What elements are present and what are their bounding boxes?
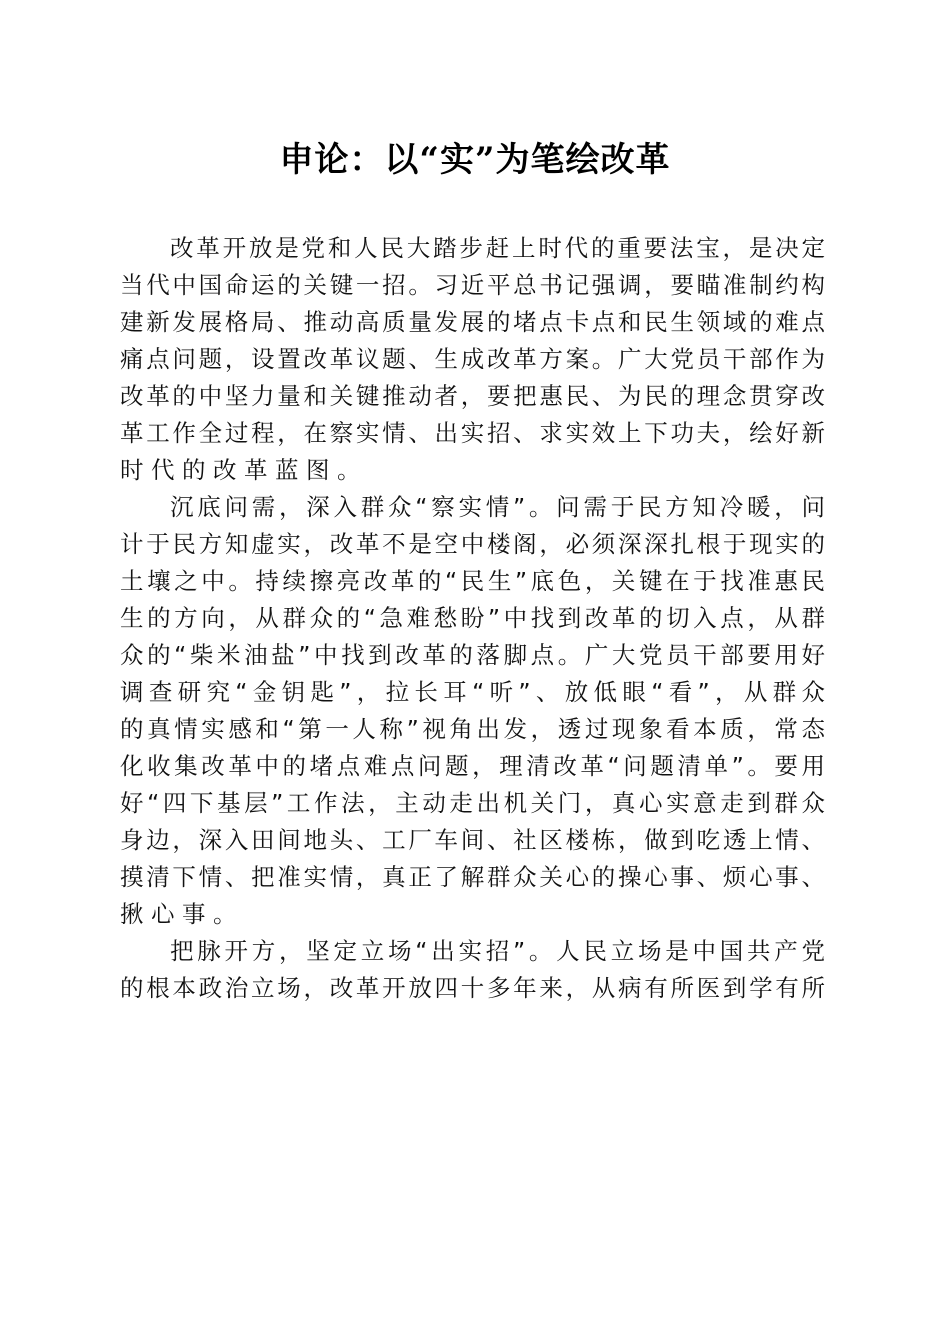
text-line: 化收集改革中的堵点难点问题，理清改革“问题清单”。要用 [120, 752, 825, 780]
text-line: 生的方向，从群众的“急难愁盼”中找到改革的切入点，从群 [120, 604, 825, 632]
text-line: 众的“柴米油盐”中找到改革的落脚点。广大党员干部要用好 [120, 641, 825, 669]
text-line: 改革开放是党和人民大踏步赶上时代的重要法宝，是决定 [170, 234, 825, 262]
text-line: 土壤之中。持续擦亮改革的“民生”底色，关键在于找准惠民 [120, 567, 825, 595]
paragraph-2 [120, 489, 825, 933]
text-line: 好“四下基层”工作法，主动走出机关门，真心实意走到群众 [120, 789, 825, 817]
text-line: 身边，深入田间地头、工厂车间、社区楼栋，做到吃透上情、 [120, 826, 825, 854]
text-line: 计于民方知虚实，改革不是空中楼阁，必须深深扎根于现实的 [120, 530, 825, 558]
text-line: 摸清下情、把准实情，真正了解群众关心的操心事、烦心事、 [120, 863, 825, 891]
text-line: 建新发展格局、推动高质量发展的堵点卡点和民生领域的难点 [120, 308, 825, 336]
text-line: 当代中国命运的关键一招。习近平总书记强调，要瞄准制约构 [120, 271, 825, 299]
text-line: 改革的中坚力量和关键推动者，要把惠民、为民的理念贯穿改 [120, 382, 825, 410]
text-line: 时代的改革蓝图。 [120, 456, 368, 484]
text-line: 调查研究“金钥匙”，拉长耳“听”、放低眼“看”，从群众 [120, 678, 825, 706]
text-line: 揪心事。 [120, 900, 244, 928]
text-line: 沉底问需，深入群众“察实情”。问需于民方知冷暖，问 [170, 493, 825, 521]
document-body [120, 230, 825, 1007]
paragraph-3 [120, 933, 825, 1007]
document-title: 申论：以“实”为笔绘改革 [279, 140, 671, 180]
text-line: 革工作全过程，在察实情、出实招、求实效上下功夫，绘好新 [120, 419, 825, 447]
text-line: 的根本政治立场，改革开放四十多年来，从病有所医到学有所 [120, 974, 825, 1002]
text-line: 的真情实感和“第一人称”视角出发，透过现象看本质，常态 [120, 715, 825, 743]
text-line: 痛点问题，设置改革议题、生成改革方案。广大党员干部作为 [120, 345, 825, 373]
text-line: 把脉开方，坚定立场“出实招”。人民立场是中国共产党 [170, 937, 825, 965]
paragraph-1 [120, 230, 825, 489]
